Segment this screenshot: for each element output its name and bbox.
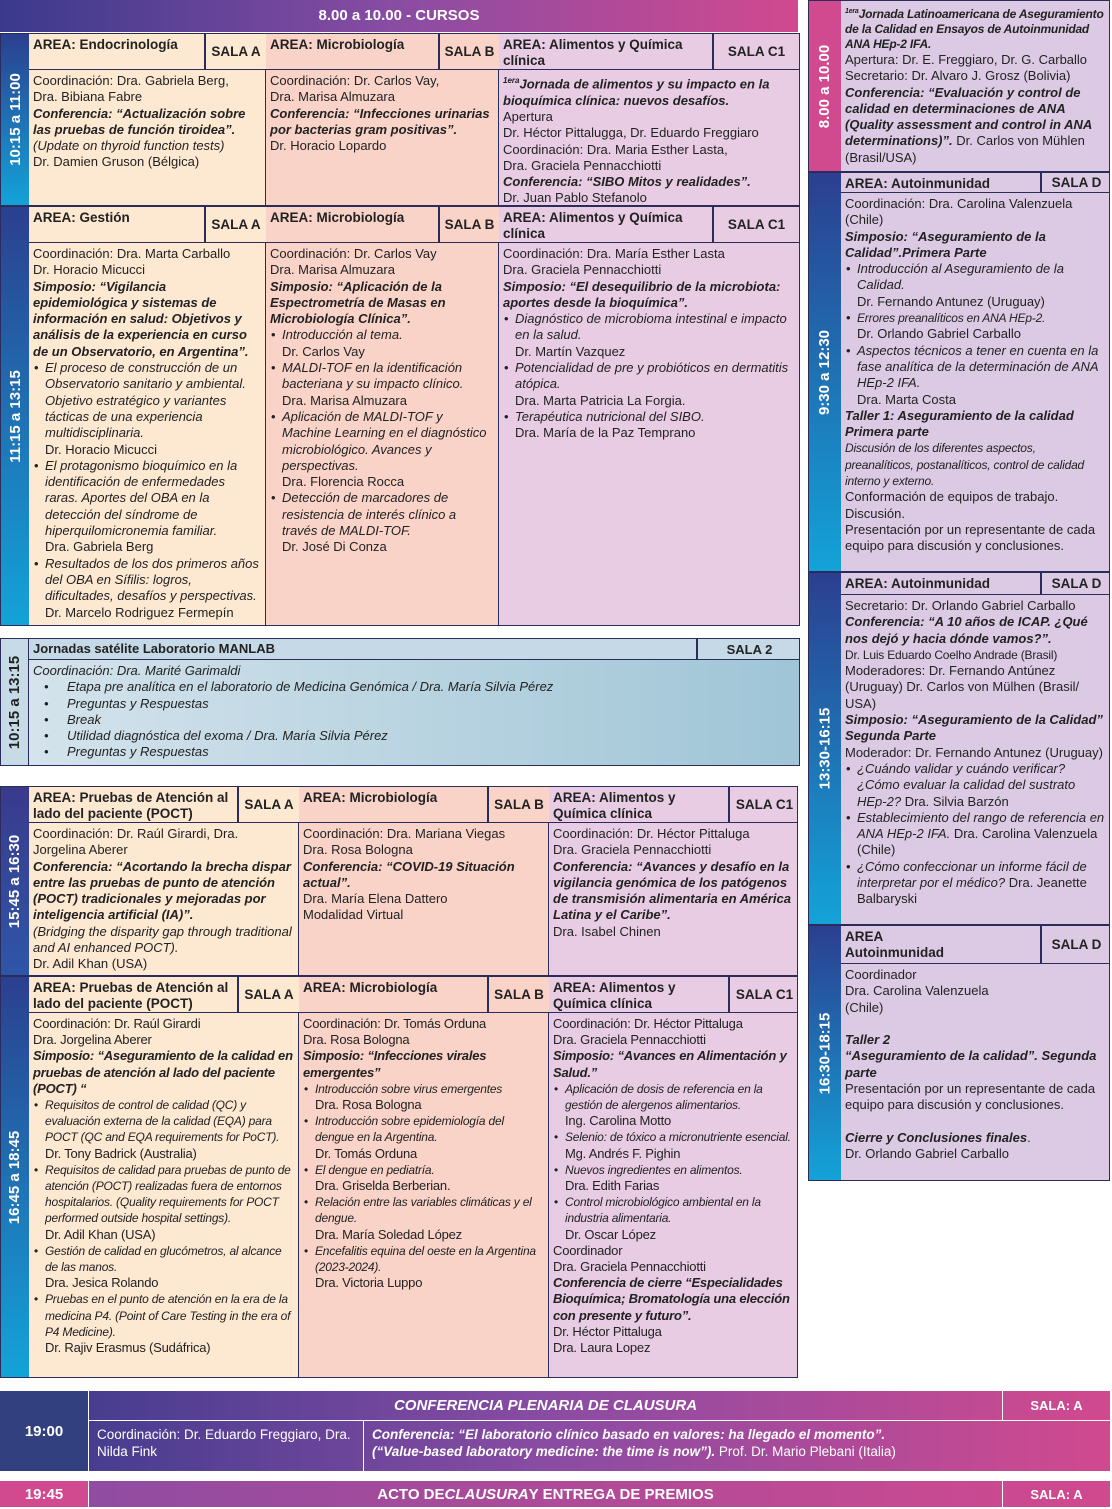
session-content: Coordinación: Dr. Tomás Orduna Dra. Rosa Bologna Simposio: “Infecciones virales emergentes” • Introducción sobre virus emergentes Dra. Rosa Bologna • Introducción sobre epidemiología del dengue en la Argentina. Dr. Tomás Orduna • El dengue en pediatría. Dra. Griselda Berberian. • Relación entre las variables climáticas y el dengue. Dra. María Soledad López • Encefalitis equina del oeste en la Argentina (2023-2024). Dra. Victoria Luppo <box>299 1013 549 1378</box>
area-header: AREA: Autoinmunidad <box>841 573 1041 595</box>
time-label: 11:15 a 13:15 <box>1 207 29 625</box>
plenary-closing <box>0 1391 1110 1471</box>
sala-label: SALA 2 <box>697 639 800 660</box>
sala-label: SALA C1 <box>713 207 799 243</box>
time-label: 15:45 a 16:30 <box>1 787 29 975</box>
session-1645-1845 <box>0 976 798 1378</box>
manlab-title: Jornadas satélite Laboratorio MANLAB <box>29 639 697 660</box>
time-label: 9:30 a 12:30 <box>809 173 841 571</box>
time-label: 13:30-16:15 <box>809 573 841 924</box>
time-label: 10:15 a 13:15 <box>1 639 29 765</box>
courses-banner <box>0 0 798 32</box>
sala-label: SALA B <box>488 977 549 1013</box>
sala-label: SALA: A <box>1002 1391 1110 1421</box>
time-label: 8.00 a 10.00 <box>809 1 841 171</box>
sala-label: SALA D <box>1041 573 1110 595</box>
right-1330-1615 <box>808 572 1110 925</box>
area-header: AREA: Microbiología <box>299 977 488 1013</box>
closing-ceremony <box>0 1481 1110 1507</box>
session-content: Coordinación: Dra. Mariana Viegas Dra. Rosa Bologna Conferencia: “COVID-19 Situación actual”. Dra. María Elena Dattero Modalidad Virtual <box>299 823 549 976</box>
plenary-title: CONFERENCIA PLENARIA DE CLAUSURA <box>88 1391 1002 1421</box>
right-0800-1000 <box>808 0 1110 172</box>
area-header: AREA: Pruebas de Atención al lado del paciente (POCT) <box>29 977 238 1013</box>
area-header: AREA: Microbiología <box>266 34 439 70</box>
sala-label: SALA: A <box>1002 1481 1110 1507</box>
session-content: Secretario: Dr. Orlando Gabriel Carballo Conferencia: “A 10 años de ICAP. ¿Qué nos dejó y hacia dónde vamos?”. Dr. Luis Eduardo Coelho Andrade (Brasil) Moderadores: Dr. Fernando Antúnez (Uruguay) Dr. Carlos von Mülhen (Brasil/ USA) Simposio: “Aseguramiento de la Calidad” Segunda Parte Moderador: Dr. Fernando Antunez (Uruguay) • ¿Cuándo validar y cuándo verificar? ¿Cómo evaluar la calidad del sustrato HEp-2? Dra. Silvia Barzón • Establecimiento del rango de referencia en ANA HEp-2 IFA. Dra. Carolina Valenzuela (Chile) • ¿Cómo confeccionar un informe fácil de interpretar por el médico? Dra. Jeanette Balbaryski <box>841 595 1110 925</box>
right-1630-1815 <box>808 925 1110 1181</box>
area-header: AREA: Alimentos y Química clínica <box>499 207 713 243</box>
session-1015-1100 <box>0 33 800 206</box>
session-content: Coordinación: Dr. Héctor Pittaluga Dra. Graciela Pennacchiotti Simposio: “Avances en Alimentación y Salud.” • Aplicación de dosis de referencia en la gestión de alergenos alimentarios. Ing. Carolina Motto • Selenio: de tóxico a micronutriente esencial. Mg. Andrés F. Pighin • Nuevos ingredientes en alimentos. Dra. Edith Farias • Control microbiológico ambiental en la industria alimentaria. Dr. Oscar López Coordinador Dra. Graciela Pennacchiotti Conferencia de cierre “Especialidades Bioquímica; Bromatología una elección con presente y futuro”. Dr. Héctor Pittaluga Dra. Laura Lopez <box>549 1013 798 1378</box>
session-content: $^{1era}$Jornada Latinoamericana de Aseguramiento de la Calidad en Ensayos de Autoinmunidad ANA HEp-2 IFA. Apertura: Dr. E. Freggiaro, Dr. G. Carballo Secretario: Dr. Alvaro J. Grosz (Bolivia) Conferencia: “Evaluación y control de calidad en determinaciones de ANA (Quality assessment and control in ANA determinations)”. Dr. Carlos von Mühlen (Brasil/USA) <box>841 1 1110 172</box>
session-content: $^{1era}$Jornada de alimentos y su impacto en la bioquímica clínica: nuevos desafíos. Apertura Dr. Héctor Pittalugga, Dr. Eduardo Freggiaro Coordinación: Dra. Maria Esther Lasta, Dra. Graciela Pennacchiotti Conferencia: “SIBO Mitos y realidades”. Dr. Juan Pablo Stefanolo <box>499 70 799 206</box>
session-content: Coordinación: Dra. María Esther Lasta Dra. Graciela Pennacchiotti Simposio: “El desequilibrio de la microbiota: aportes desde la bioquímica”. • Diagnóstico de microbioma intestinal e impacto en la salud. Dr. Martín Vazquez • Potencialidad de pre y probióticos en dermatitis atópica. Dra. Marta Patricia La Forgia. • Terapéutica nutricional del SIBO. Dra. María de la Paz Temprano <box>499 243 799 626</box>
sala-label: SALA C1 <box>713 34 799 70</box>
session-content: Coordinación: Dra. Marta Carballo Dr. Horacio Micucci Simposio: “Vigilancia epidemiológica y sistemas de información en salud: Objetivos y análisis de la experiencia en curso de un Observatorio, en Argentina”. • El proceso de construcción de un Observatorio sanitario y ambiental. Objetivo estratégico y variantes tácticas de una experiencia multidisciplinaria. Dr. Horacio Micucci • El protagonismo bioquímico en la identificación de enfermedades raras. Aportes del OBA en la detección del síndrome de hiperquilomicronemia familiar. Dra. Gabriela Berg • Resultados de los dos primeros años del OBA en Sífilis: logros, dificultades, desafíos y perspectivas. Dr. Marcelo Rodriguez Fermepín <box>29 243 266 626</box>
session-1545-1630 <box>0 786 798 976</box>
courses-banner-title: 8.00 a 10.00 - CURSOS <box>318 7 480 24</box>
area-header: AREA Autoinmunidad <box>841 926 1041 964</box>
area-header: AREA: Alimentos y Química clínica <box>549 977 729 1013</box>
session-1115-1315 <box>0 206 800 626</box>
area-header: AREA: Microbiología <box>299 787 488 823</box>
time-label: 10:15 a 11:00 <box>1 34 29 205</box>
manlab-content: Coordinación: Dra. Marité Garimaldi • Etapa pre analítica en el laboratorio de Medicina Genómica / Dra. María Silvia Pérez • Preguntas y Respuestas • Break • Utilidad diagnóstica del exoma / Dra. María Silvia Pérez • Preguntas y Respuestas <box>29 660 800 766</box>
session-content: Coordinación: Dr. Raúl Girardi Dra. Jorgelina Aberer Simposio: “Aseguramiento de la calidad en pruebas de atención al lado del paciente (POCT) “ • Requisitos de control de calidad (QC) y evaluación externa de la calidad (EQA) para POCT (QC and EQA requirements for PoCT). Dr. Tony Badrick (Australia) • Requisitos de calidad para pruebas de punto de atención (POCT) realizadas fuera de entornos hospitalarios. (Quality requirements for POCT performed outside hospital settings). Dr. Adil Khan (USA) • Gestión de calidad en glucómetros, al alcance de las manos. Dra. Jesica Rolando • Pruebas en el punto de atención en la era de la medicina P4. (Point of Care Testing in the era of P4 Medicine). Dr. Rajiv Erasmus (Sudáfrica) <box>29 1013 299 1378</box>
session-content: Coordinación: Dr. Héctor Pittaluga Dra. Graciela Pennacchiotti Conferencia: “Avances y desafío en la vigilancia genómica de los patógenos de transmisión alimentaria en América Latina y el Caribe”. Dra. Isabel Chinen <box>549 823 798 976</box>
sala-label: SALA C1 <box>729 977 798 1013</box>
plenary-conference: Conferencia: “El laboratorio clínico basado en valores: ha llegado el momento”. (“Value-based laboratory medicine: the time is now”). Prof. Dr. Mario Plebani (Italia) <box>363 1421 1110 1471</box>
sala-label: SALA A <box>205 207 266 243</box>
closing-title: ACTO DE CLAUSURA Y ENTREGA DE PREMIOS <box>88 1481 1002 1507</box>
sala-label: SALA A <box>238 787 299 823</box>
time-label: 16:30-18:15 <box>809 926 841 1180</box>
area-header: AREA: Alimentos y Química clínica <box>499 34 713 70</box>
closing-time: 19:45 <box>0 1481 88 1507</box>
sala-label: SALA B <box>439 34 499 70</box>
sala-label: SALA D <box>1041 926 1110 964</box>
sala-label: SALA B <box>439 207 499 243</box>
sala-label: SALA C1 <box>729 787 798 823</box>
sala-label: SALA A <box>238 977 299 1013</box>
sala-label: SALA A <box>205 34 266 70</box>
session-content: Coordinación: Dr. Carlos Vay, Dra. Marisa Almuzara Conferencia: “Infecciones urinarias por bacterias gram positivas”. Dr. Horacio Lopardo <box>266 70 499 206</box>
session-content: Coordinación: Dr. Carlos Vay Dra. Marisa Almuzara Simposio: “Aplicación de la Espectrometría de Masas en Microbiología Clínica”. • Introducción al tema. Dr. Carlos Vay • MALDI-TOF en la identificación bacteriana y su impacto clínico. Dra. Marisa Almuzara • Aplicación de MALDI-TOF y Machine Learning en el diagnóstico microbiológico. Avances y perspectivas. Dra. Florencia Rocca • Detección de marcadores de resistencia de interés clínico a través de MALDI-TOF. Dr. José Di Conza <box>266 243 499 626</box>
session-content: Coordinador Dra. Carolina Valenzuela (Chile) Taller 2 “Aseguramiento de la calidad”. Segunda parte Presentación por un representante de cada equipo para discusión y conclusiones. Cierre y Conclusiones finales. Dr. Orlando Gabriel Carballo <box>841 964 1110 1181</box>
sala-label: SALA B <box>488 787 549 823</box>
sala-label: SALA D <box>1041 173 1110 193</box>
manlab-satellite <box>0 638 800 766</box>
area-header: AREA: Alimentos y Química clínica <box>549 787 729 823</box>
area-header: AREA: Pruebas de Atención al lado del paciente (POCT) <box>29 787 238 823</box>
right-0930-1230 <box>808 172 1110 572</box>
session-content: Coordinación: Dra. Gabriela Berg, Dra. Bibiana Fabre Conferencia: “Actualización sobre las pruebas de función tiroidea”. (Update on thyroid function tests) Dr. Damien Gruson (Bélgica) <box>29 70 266 206</box>
area-header: AREA: Gestión <box>29 207 205 243</box>
area-header: AREA: Autoinmunidad <box>841 173 1041 193</box>
plenary-coord: Coordinación: Dr. Eduardo Freggiaro, Dra. Nilda Fink <box>88 1421 363 1471</box>
plenary-time: 19:00 <box>0 1391 88 1471</box>
area-header: AREA: Endocrinología <box>29 34 205 70</box>
session-content: Coordinación: Dr. Raúl Girardi, Dra. Jorgelina Aberer Conferencia: “Acortando la brecha dispar entre las pruebas de punto de atención (POCT) tradicionales y mejoradas por inteligencia artificial (IA)”. (Bridging the disparity gap through traditional and AI enhanced POCT). Dr. Adil Khan (USA) <box>29 823 299 976</box>
time-label: 16:45 a 18:45 <box>1 977 29 1377</box>
area-header: AREA: Microbiología <box>266 207 439 243</box>
session-content: Coordinación: Dra. Carolina Valenzuela (Chile) Simposio: “Aseguramiento de la Calidad”.Primera Parte • Introducción al Aseguramiento de la Calidad. Dr. Fernando Antunez (Uruguay) • Errores preanalíticos en ANA HEp-2. Dr. Orlando Gabriel Carballo • Aspectos técnicos a tener en cuenta en la fase analítica de la determinación de ANA HEp-2 IFA. Dra. Marta Costa Taller 1: Aseguramiento de la calidad Primera parte Discusión de los diferentes aspectos, preanalíticos, postanalíticos, control de calidad interno y externo. Conformación de equipos de trabajo. Discusión. Presentación por un representante de cada equipo para discusión y conclusiones. <box>841 193 1110 572</box>
